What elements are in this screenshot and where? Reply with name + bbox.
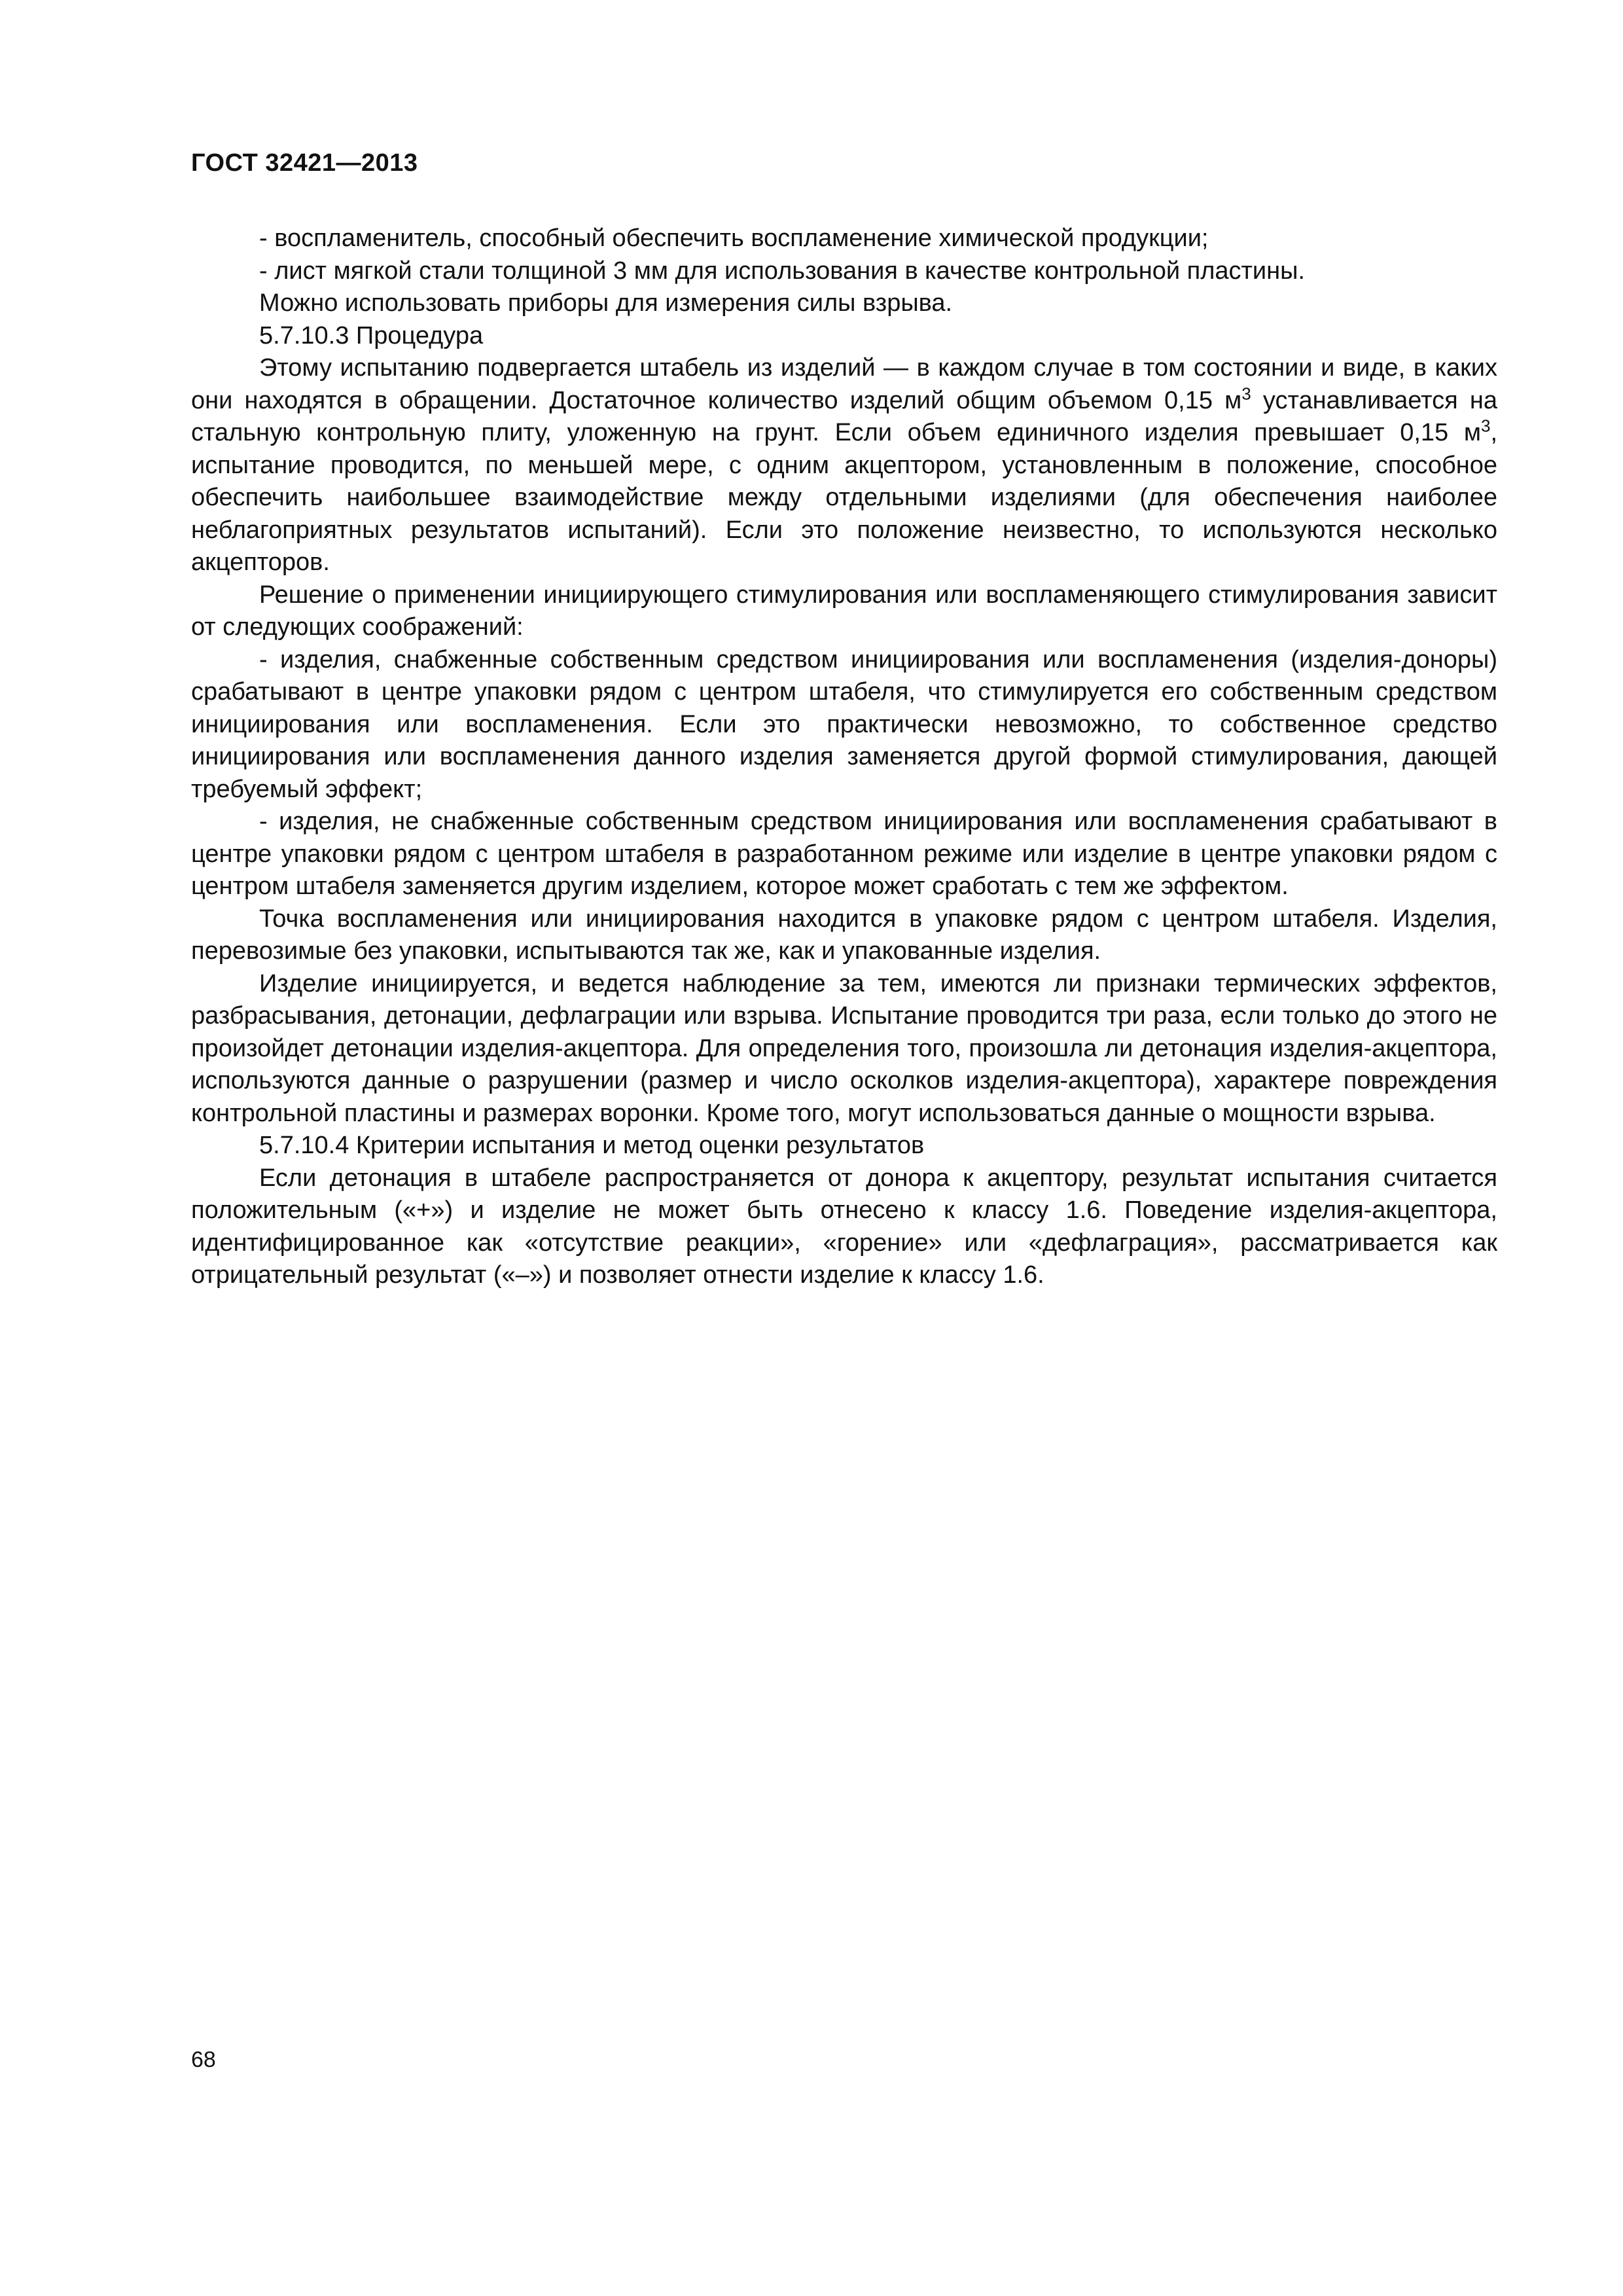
section-heading-criteria: 5.7.10.4 Критерии испытания и метод оценки результатов [259,1132,925,1159]
paragraph-procedure [191,352,1497,579]
list-item-donor-articles: - изделия, снабженные собственным средством инициирования или воспламенения (изделия-доноры) срабатывают в центре упаковки рядом с центром штабеля, что стимулируется его собственным средством инициирования или воспламенения. Если это практически невозможно, то собственное средство инициирования или воспламенения данного изделия заменяется другой формой стимулирования, дающей требуемый эффект; [191,645,1497,803]
page-number: 68 [191,2047,216,2072]
list-item-steel-plate: - лист мягкой стали толщиной 3 мм для использования в качестве контрольной пластины. [259,257,1305,285]
list-item-igniter: - воспламенитель, способный обеспечить воспламенение химической продукции; [259,224,1209,252]
paragraph-ignition-point: Точка воспламенения или инициирования находится в упаковке рядом с центром штабеля. Изделия, перевозимые без упаковки, испытываются так же, как и упакованные изделия. [191,905,1497,965]
paragraph-procedure-part1: Этому испытанию подвергается штабель из изделий — в каждом случае в том состоянии и виде, в каких они находятся в обращении. Достаточное количество изделий общим объемом 0,15 м [191,354,1497,414]
paragraph-observation: Изделие инициируется, и ведется наблюдение за тем, имеются ли признаки термических эффектов, разбрасывания, детонации, дефлаграции или взрыва. Испытание проводится три раза, если только до этого не произойдет детонации изделия-акцептора. Для определения того, произошла ли детонация изделия-акцептора, используются данные о разрушении (размер и число осколков изделия-акцептора), характере повреждения контрольной пластины и размерах воронки. Кроме того, могут использоваться данные о мощности взрыва. [191,969,1497,1127]
paragraph-procedure-part2: устанавливается на стальную контрольную плиту, уложенную на грунт. Если объем единичного изделия превышает 0,15 м [191,386,1497,446]
document-body [191,223,1497,1292]
paragraph-criteria: Если детонация в штабеле распространяется от донора к акцептору, результат испытания считается положительным («+») и изделие не может быть отнесено к классу 1.6. Поведение изделия-акцептора, идентифицированное как «отсутствие реакции», «горение» или «дефлаграция», рассматривается как отрицательный результат («–») и позволяет отнести изделие к классу 1.6. [191,1164,1497,1289]
list-item-non-equipped-articles: - изделия, не снабженные собственным средством инициирования или воспламенения срабатывают в центре упаковки рядом с центром штабеля в разработанном режиме или изделие в центре упаковки рядом с центром штабеля заменяется другим изделием, которое может сработать с тем же эффектом. [191,808,1497,900]
superscript-cubic-1: 3 [1241,383,1251,403]
paragraph-blast-meters: Можно использовать приборы для измерения силы взрыва. [259,289,953,317]
paragraph-stimulation-decision: Решение о применении инициирующего стимулирования или воспламеняющего стимулирования зависит от следующих соображений: [191,581,1497,641]
document-header: ГОСТ 32421—2013 [191,149,418,177]
section-heading-procedure: 5.7.10.3 Процедура [259,321,484,350]
superscript-cubic-2: 3 [1480,416,1491,436]
paragraph-procedure-part3: , испытание проводится, по меньшей мере, с одним акцептором, установленным в положение, способное обеспечить наибольшее взаимодействие между отдельными изделиями (для обеспечения наиболее неблагоприятных результатов испытаний). Если это положение неизвестно, то используются несколько акцепторов. [191,419,1497,576]
